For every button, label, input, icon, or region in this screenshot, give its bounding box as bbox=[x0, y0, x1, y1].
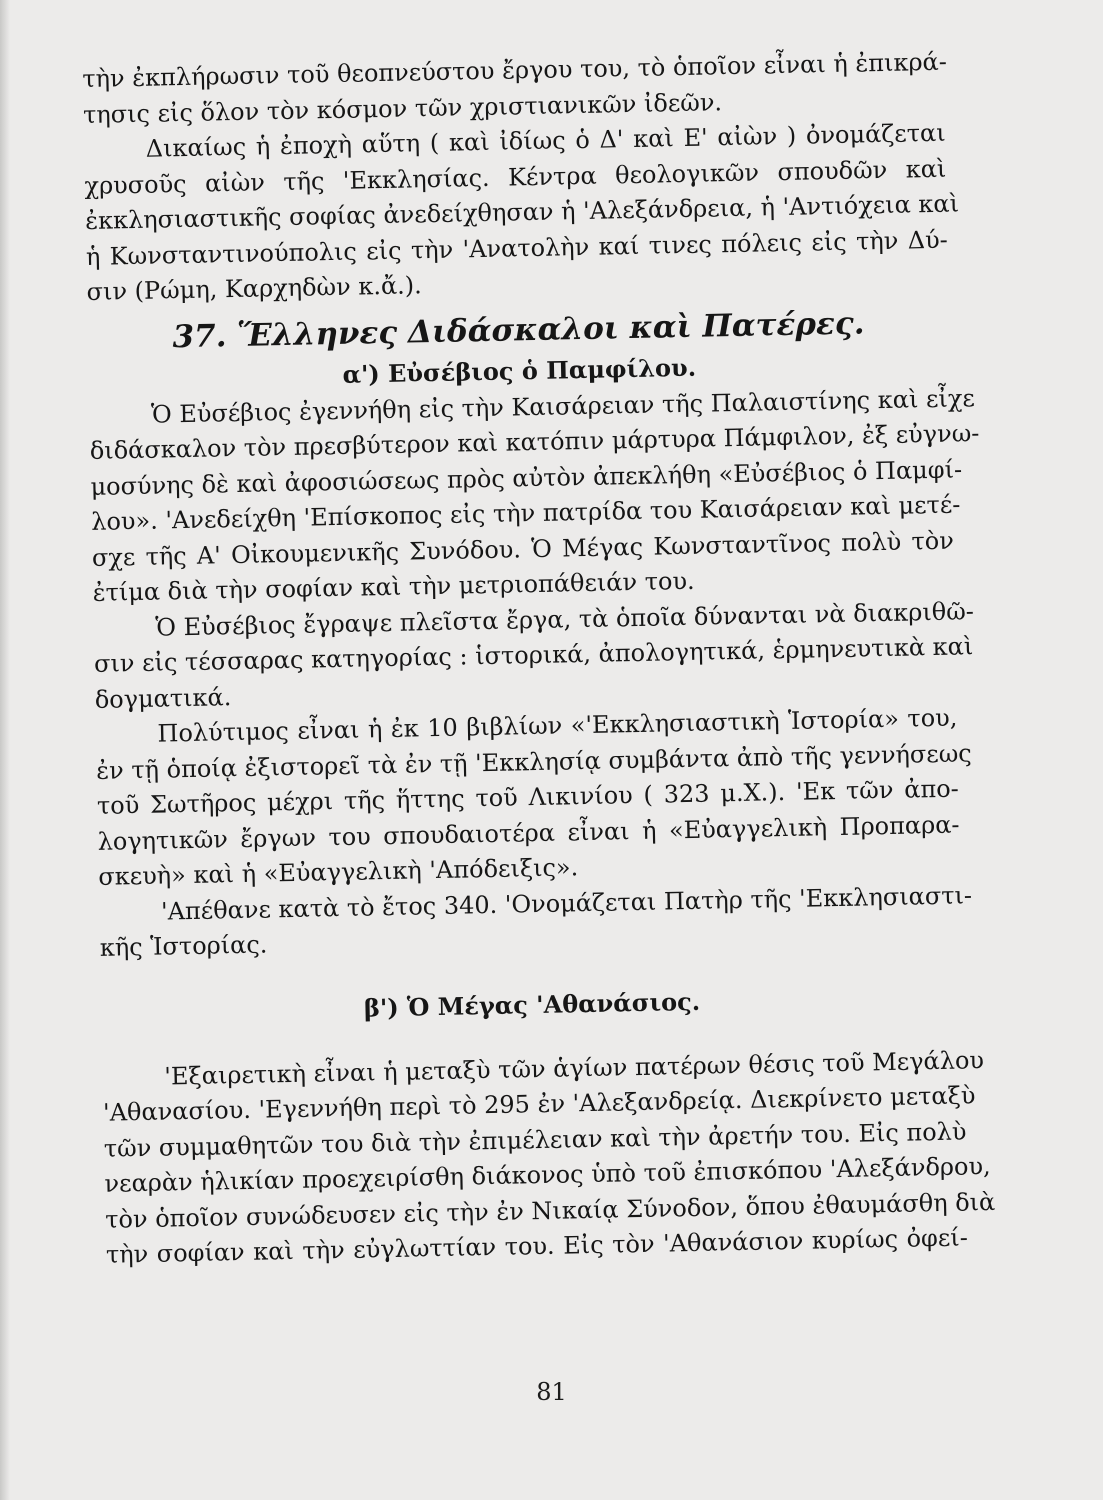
text-line: σιν (Ρώμη, Καρχηδὼν κ.ἄ.). bbox=[86, 271, 423, 306]
text-line: Ὁ Εὐσέβιος ἔγραψε πλεῖστα ἔργα, τὰ ὁποῖα δύνανται νὰ διακριθῶ- bbox=[155, 596, 975, 642]
subsection-title-a: α') Εὐσέβιος ὁ Παμφίλου. bbox=[342, 352, 697, 389]
subsection-title-b: β') Ὁ Μέγας 'Αθανάσιος. bbox=[363, 986, 701, 1023]
page-text-block bbox=[82, 44, 1006, 1273]
text-line: Πολύτιμος εἶναι ἡ ἐκ 10 βιβλίων «'Εκκλησιαστικὴ Ἱστορία» του, bbox=[157, 703, 958, 748]
scan-shadow-edge bbox=[0, 0, 10, 1500]
text-line: μοσύνης δὲ καὶ ἀφοσιώσεως πρὸς αὐτὸν ἀπεκλήθη «Εὐσέβιος ὁ Παμφί- bbox=[90, 454, 963, 501]
text-line: τὴν σοφίαν καὶ τὴν εὐγλωττίαν του. Εἰς τὸν 'Αθανάσιον κυρίως ὀφεί- bbox=[105, 1223, 969, 1269]
text-line: διδάσκαλον τὸν πρεσβύτερον καὶ κατόπιν μάρτυρα Πάμφιλον, ἐξ εὐγνω- bbox=[89, 419, 980, 465]
text-line: Δικαίως ἡ ἐποχὴ αὕτη ( καὶ ἰδίως ὁ Δ' καὶ Ε' αἰὼν ) ὀνομάζεται bbox=[145, 118, 946, 163]
text-line: σκευὴ» καὶ ἡ «Εὐαγγελικὴ 'Απόδειξις». bbox=[98, 853, 579, 891]
text-line: ἐτίμα διὰ τὴν σοφίαν καὶ τὴν μετριοπάθειάν του. bbox=[92, 566, 695, 607]
text-line: δογματικά. bbox=[94, 682, 232, 714]
text-line: σιν εἰς τέσσαρας κατηγορίας : ἱστορικά, ἀπολογητικά, ἑρμηνευτικὰ καὶ bbox=[93, 632, 974, 678]
text-line: τοῦ Σωτῆρος μέχρι τῆς ἥττης τοῦ Λικινίου ( 323 μ.Χ.). 'Εκ τῶν ἀπο- bbox=[96, 774, 960, 820]
text-line: χρυσοῦς αἰὼν τῆς 'Εκκλησίας. Κέντρα θεολογικῶν σπουδῶν καὶ bbox=[84, 154, 947, 200]
text-line: 'Αθανασίου. 'Εγεννήθη περὶ τὸ 295 ἐν 'Αλεξανδρείᾳ. Διεκρίνετο μεταξὺ bbox=[102, 1081, 976, 1127]
text-line: λου». 'Ανεδείχθη 'Επίσκοπος εἰς τὴν πατρίδα του Καισάρειαν καὶ μετέ- bbox=[90, 490, 961, 536]
page-number: 81 bbox=[536, 1378, 567, 1406]
text-line: τὴν ἐκπλήρωσιν τοῦ θεοπνεύστου ἔργου του, τὸ ὁποῖον εἶναι ἡ ἐπικρά- bbox=[82, 47, 948, 93]
text-line: ἐν τῇ ὁποίᾳ ἐξιστορεῖ τὰ ἐν τῇ 'Εκκλησίᾳ συμβάντα ἀπὸ τῆς γεννήσεως bbox=[95, 738, 972, 785]
text-line: τῶν συμμαθητῶν του διὰ τὴν ἐπιμέλειαν καὶ τὴν ἀρετήν του. Εἰς πολὺ bbox=[103, 1116, 967, 1163]
text-line: νεαρὰν ἡλικίαν προεχειρίσθη διάκονος ὑπὸ τοῦ ἐπισκόπου 'Αλεξάνδρου, bbox=[104, 1151, 991, 1198]
text-line: κῆς Ἱστορίας. bbox=[99, 930, 268, 962]
text-line: Ὁ Εὐσέβιος ἐγεννήθη εἰς τὴν Καισάρειαν τῆς Παλαιστίνης καὶ εἶχε bbox=[150, 383, 976, 429]
text-line: τησις εἰς ὅλον τὸν κόσμον τῶν χριστιανικῶν ἰδεῶν. bbox=[82, 87, 723, 129]
text-line: σχε τῆς Α' Οἰκουμενικῆς Συνόδου. Ὁ Μέγας Κωνσταντῖνος πολὺ τὸν bbox=[91, 526, 955, 572]
text-line: 'Απέθανε κατὰ τὸ ἔτος 340. 'Ονομάζεται Πατὴρ τῆς 'Εκκλησιαστι- bbox=[160, 880, 973, 926]
text-line: 'Εξαιρετικὴ εἶναι ἡ μεταξὺ τῶν ἁγίων πατέρων θέσις τοῦ Μεγάλου bbox=[164, 1045, 985, 1091]
text-line: ἡ Κωνσταντινούπολις εἰς τὴν 'Ανατολὴν καί τινες πόλεις εἰς τὴν Δύ- bbox=[85, 225, 949, 271]
section-title: 37. Ἕλληνες Διδάσκαλοι καὶ Πατέρες. bbox=[172, 304, 865, 355]
text-line: λογητικῶν ἔργων του σπουδαιοτέρα εἶναι ἡ «Εὐαγγελικὴ Προπαρα- bbox=[97, 810, 960, 856]
text-line: ἐκκλησιαστικῆς σοφίας ἀνεδείχθησαν ἡ 'Αλεξάνδρεια, ἡ 'Αντιόχεια καὶ bbox=[84, 189, 960, 235]
text-line: τὸν ὁποῖον συνώδευσεν εἰς τὴν ἐν Νικαίᾳ Σύνοδον, ὅπου ἐθαυμάσθη διὰ bbox=[104, 1187, 996, 1234]
